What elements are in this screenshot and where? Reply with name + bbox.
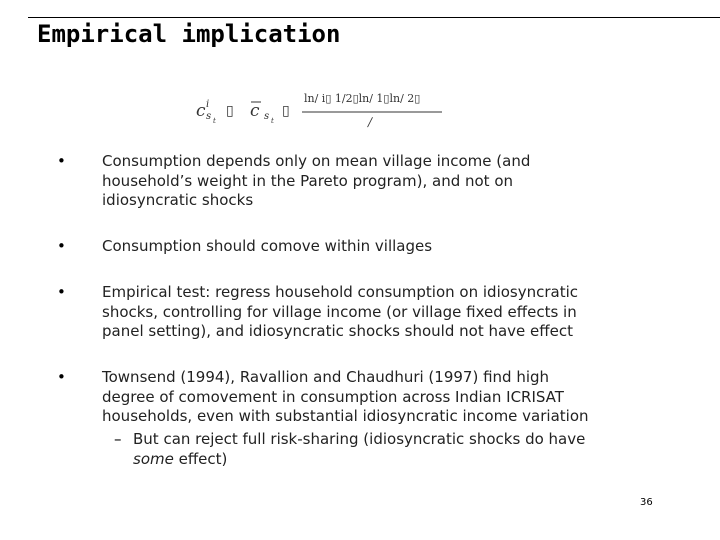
formula-lhs-sup: i [206, 99, 210, 110]
bullet-line: Consumption should comove within villages [102, 237, 433, 255]
formula-lhs-sub: s [206, 111, 212, 122]
formula-lhs-subsub: t [213, 117, 216, 125]
risk-sharing-formula [190, 82, 450, 132]
slide-title: Empirical implication [37, 20, 341, 48]
bullet-marker: • [57, 283, 66, 301]
bullet-line: idiosyncratic shocks [102, 191, 254, 209]
bullet-text-3 [102, 283, 642, 342]
bullet-line: Consumption depends only on mean village income (and [102, 152, 531, 170]
sub-bullet-line-rest: effect) [173, 449, 228, 468]
bullet-text-1 [102, 152, 642, 211]
sub-bullet-line-2 [133, 450, 633, 470]
bullet-line: household’s weight in the Pareto program), and not on [102, 171, 514, 190]
sub-bullet-marker: – [114, 430, 122, 448]
formula-op-2: ▯ [282, 103, 290, 119]
bullet-line: Empirical test: regress household consumption on idiosyncratic [102, 283, 579, 301]
bullet-line: households, even with substantial idiosyncratic income variation [102, 407, 589, 425]
formula-denominator: ∕ [368, 115, 373, 129]
bullet-text-2 [102, 237, 642, 257]
formula-mid-sub: s [264, 111, 270, 122]
top-rule [28, 17, 720, 18]
sub-bullet-line: But can reject full risk-sharing (idiosyncratic shocks do have [133, 430, 586, 448]
emphasis-text: some [133, 449, 174, 468]
formula-mid-subsub: t [271, 117, 274, 125]
bullet-line: degree of comovement in consumption across Indian ICRISAT [102, 387, 564, 406]
bullet-marker: • [57, 368, 66, 386]
sub-bullet-text [133, 430, 633, 469]
bullet-line: Townsend (1994), Ravallion and Chaudhuri (1997) find high [102, 368, 550, 386]
formula-numerator: ln∕ i▯ 1/2▯ln∕ 1▯ln∕ 2▯ [304, 92, 421, 105]
bullet-line: panel setting), and idiosyncratic shocks should not have effect [102, 322, 573, 340]
bullet-text-4 [102, 368, 642, 427]
formula-mid-base: c [250, 101, 260, 121]
formula-op-1: ▯ [226, 103, 234, 119]
page-number: 36 [640, 497, 653, 508]
formula-lhs-base: c [196, 101, 206, 121]
bullet-line: shocks, controlling for village income (or village fixed effects in [102, 302, 577, 321]
bullet-marker: • [57, 152, 66, 170]
bullet-marker: • [57, 237, 66, 255]
